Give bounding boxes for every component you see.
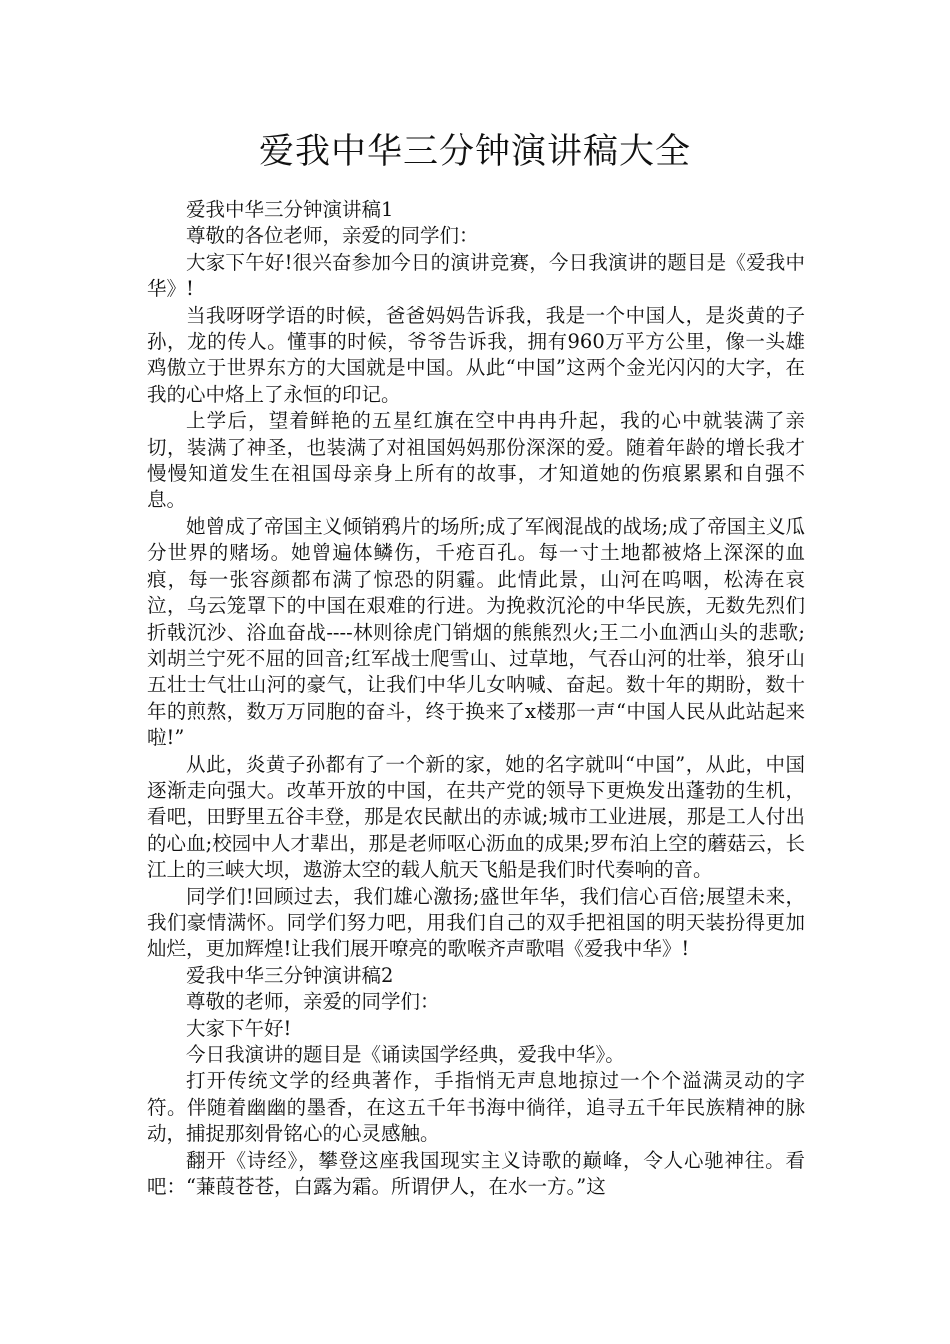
speech-1-heading: 爱我中华三分钟演讲稿1 [186, 198, 394, 221]
speech-2-heading: 爱我中华三分钟演讲稿2 [186, 963, 394, 987]
body-paragraph: 今日我演讲的题目是《诵读国学经典，爱我中华》。 [186, 1043, 625, 1066]
body-paragraph: 大家下午好! [186, 1016, 292, 1040]
body-paragraph: 从此，炎黄子孙都有了一个新的家，她的名字就叫“中国”，从此，中国逐渐走向强大。改革开放的中国，在共产党的领导下更焕发出蓬勃的生机，看吧，田野里五谷丰登，那是农民献出的赤诚;城市工业进展，那是工人付出的心血;校园中人才辈出，那是老师呕心沥血的成果;罗布泊上空的蘑菇云，长江上的三峡大坝，遨游太空的载人航天飞船是我们时代奏响的音。 [147, 752, 805, 882]
body-paragraph: 翻开《诗经》，攀登这座我国现实主义诗歌的巅峰，令人心驰神往。看吧：“蒹葭苍苍，白露为霜。所谓伊人，在水一方。”这 [147, 1148, 805, 1199]
document-title: 爱我中华三分钟演讲稿大全 [258, 132, 691, 172]
body-paragraph: 当我呀呀学语的时候，爸爸妈妈告诉我，我是一个中国人，是炎黄的子孙，龙的传人。懂事的时候，爷爷告诉我，拥有960万平方公里，像一头雄鸡傲立于世界东方的大国就是中国。从此“中国”这两个金光闪闪的大字，在我的心中烙上了永恒的印记。 [147, 303, 805, 406]
body-paragraph: 她曾成了帝国主义倾销鸦片的场所;成了军阀混战的战场;成了帝国主义瓜分世界的赌场。她曾遍体鳞伤，千疮百孔。每一寸土地都被烙上深深的血痕，每一张容颜都布满了惊恐的阴霾。此情此景，山河在呜咽，松涛在哀泣，乌云笼罩下的中国在艰难的行进。为挽救沉沦的中华民族，无数先烈们折戟沉沙、浴血奋战----林则徐虎门销烟的熊熊烈火;王二小血洒山头的悲歌;刘胡兰宁死不屈的回音;红军战士爬雪山、过草地，气吞山河的壮举，狼牙山五壮士气壮山河的豪气，让我们中华儿女呐喊、奋起。数十年的期盼，数十年的煎熬，数万万同胞的奋斗，终于换来了x楼那一声“中国人民从此站起来啦!” [147, 514, 805, 750]
speech-1-salutation: 尊敬的各位老师，亲爱的同学们： [186, 224, 479, 248]
document-body [147, 197, 805, 1200]
body-paragraph: 同学们!回顾过去，我们雄心激扬;盛世年华，我们信心百倍;展望未来，我们豪情满怀。同学们努力吧，用我们自己的双手把祖国的明天装扮得更加灿烂，更加辉煌!让我们展开嘹亮的歌喉齐声歌唱《爱我中华》! [147, 884, 805, 961]
body-paragraph: 打开传统文学的经典著作，手指悄无声息地掠过一个个溢满灵动的字符。伴随着幽幽的墨香，在这五千年书海中徜徉，追寻五千年民族精神的脉动，捕捉那刻骨铭心的心灵感触。 [147, 1069, 805, 1146]
speech-2-salutation: 尊敬的老师，亲爱的同学们： [186, 990, 440, 1014]
body-paragraph: 大家下午好!很兴奋参加今日的演讲竞赛，今日我演讲的题目是《爱我中华》! [147, 250, 805, 301]
body-paragraph: 上学后，望着鲜艳的五星红旗在空中冉冉升起，我的心中就装满了亲切，装满了神圣，也装满了对祖国妈妈那份深深的爱。随着年龄的增长我才慢慢知道发生在祖国母亲身上所有的故事，才知道她的伤痕累累和自强不息。 [147, 409, 805, 512]
